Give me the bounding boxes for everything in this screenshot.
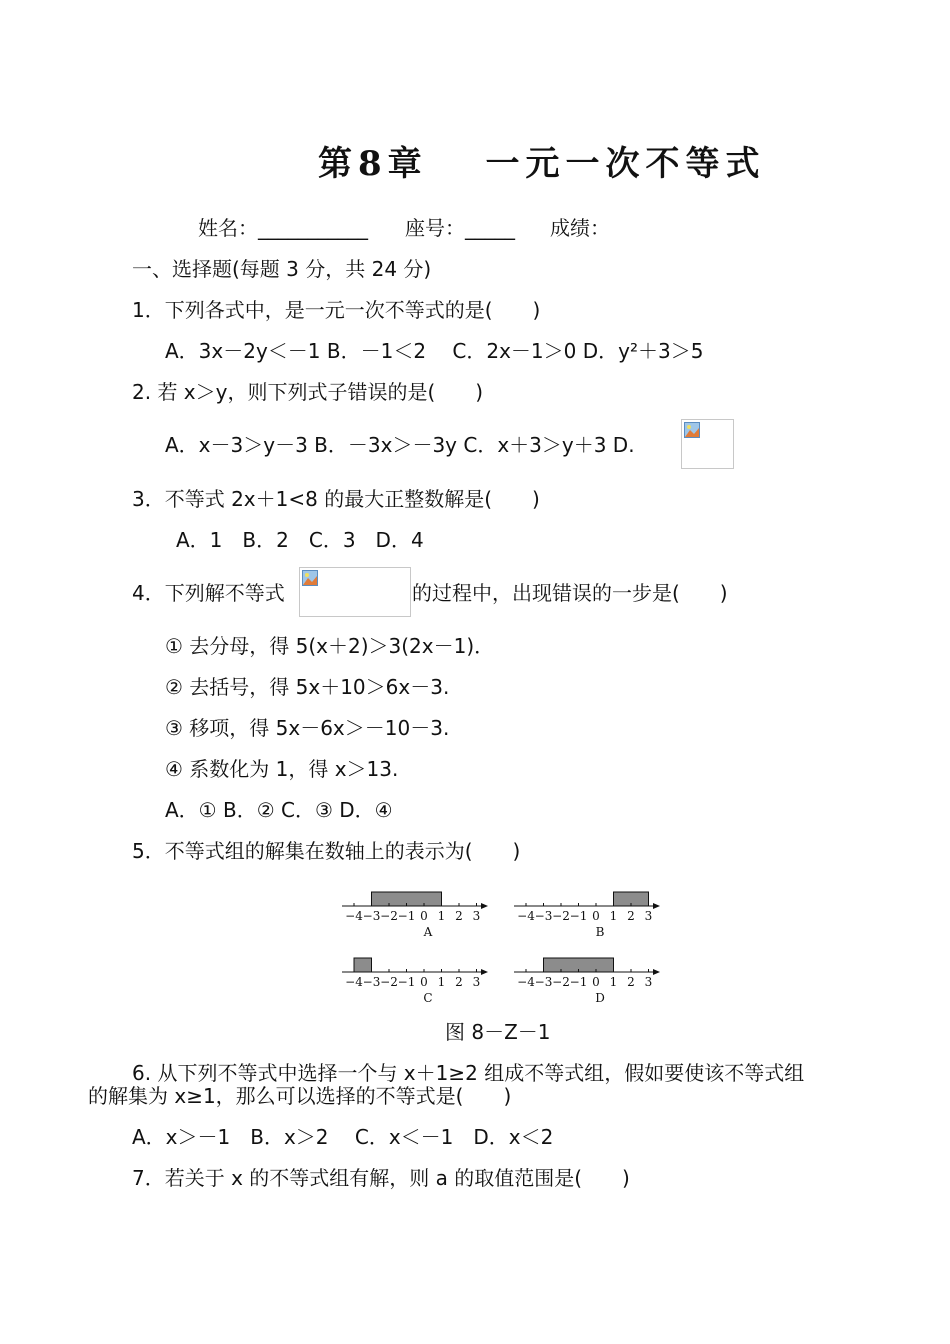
tick-label: 0	[592, 909, 600, 923]
tick-label: −4	[517, 975, 535, 989]
figure-option-label: C	[423, 991, 433, 1005]
question-2-stem: 2. 若 x＞y，则下列式子错误的是( )	[132, 380, 484, 404]
question-1-options: A．3x－2y＜－1 B．－1＜2 C．2x－1＞0 D．y²＋3＞5	[165, 339, 704, 363]
tick-label: −2	[380, 975, 398, 989]
tick-label: −3	[362, 909, 381, 923]
score-field-label: 成绩：	[550, 216, 610, 240]
tick-label: 0	[592, 975, 600, 989]
tick-label: −2	[380, 909, 398, 923]
question-4-step: ② 去括号，得 5x＋10＞6x－3.	[165, 675, 450, 699]
axis-arrow	[653, 969, 660, 975]
question-7-stem: 7．若关于 x 的不等式组有解，则 a 的取值范围是( )	[132, 1166, 630, 1190]
tick-label: 2	[627, 975, 635, 989]
tick-label: −1	[397, 909, 416, 923]
broken-image-icon	[681, 419, 734, 469]
tick-label: −4	[345, 975, 363, 989]
broken-image-icon	[299, 567, 411, 617]
tick-label: 2	[455, 909, 463, 923]
axis-arrow	[653, 903, 660, 909]
tick-label: 2	[627, 909, 635, 923]
tick-label: −4	[517, 909, 535, 923]
tick-label: −1	[569, 975, 588, 989]
tick-label: −1	[569, 909, 588, 923]
question-2-options: A．x－3＞y－3 B．－3x＞－3y C．x＋3＞y＋3 D.	[165, 433, 635, 457]
axis-arrow	[481, 903, 488, 909]
tick-label: −3	[362, 975, 381, 989]
question-6-line-1: 6. 从下列不等式中选择一个与 x＋1≥2 组成不等式组，假如要使该不等式组	[132, 1061, 805, 1085]
name-field-label: 姓名：___________	[198, 216, 368, 240]
tick-label: −3	[534, 909, 553, 923]
tick-label: 0	[420, 975, 428, 989]
tick-label: 1	[609, 975, 618, 989]
tick-label: −2	[552, 909, 570, 923]
tick-label: −2	[552, 975, 570, 989]
tick-label: −3	[534, 975, 553, 989]
figure-option-label: D	[595, 991, 605, 1005]
section-heading: 一、选择题(每题 3 分，共 24 分)	[132, 257, 432, 281]
figure-option-label: B	[595, 925, 605, 939]
tick-label: 0	[420, 909, 428, 923]
figure-caption: 图 8－Z－1	[445, 1020, 551, 1044]
question-3-options: A．1 B．2 C．3 D．4	[176, 528, 424, 552]
tick-label: 3	[472, 909, 481, 923]
question-4-stem-end: 的过程中，出现错误的一步是( )	[412, 581, 728, 605]
question-4-step: ③ 移项，得 5x－6x＞－10－3.	[165, 716, 450, 740]
tick-label: −4	[345, 909, 363, 923]
number-line-figure	[330, 872, 670, 1012]
tick-label: 3	[472, 975, 481, 989]
tick-label: 3	[644, 909, 653, 923]
question-4-options: A．① B．② C．③ D．④	[165, 798, 393, 822]
page-title: 第8章 一元一次不等式	[318, 144, 766, 184]
tick-label: 1	[609, 909, 618, 923]
tick-label: 1	[437, 909, 446, 923]
question-4-stem-start: 4．下列解不等式	[132, 581, 285, 605]
tick-label: −1	[397, 975, 416, 989]
question-5-stem: 5．不等式组的解集在数轴上的表示为( )	[132, 839, 521, 863]
question-6-line-2: 的解集为 x≥1，那么可以选择的不等式是( )	[88, 1084, 512, 1108]
tick-label: 3	[644, 975, 653, 989]
tick-label: 1	[437, 975, 446, 989]
shaded-interval	[354, 958, 372, 972]
question-6-options: A．x＞－1 B．x＞2 C．x＜－1 D．x＜2	[132, 1125, 554, 1149]
question-4-step: ① 去分母，得 5(x＋2)＞3(2x－1)．	[165, 634, 495, 658]
question-3-stem: 3．不等式 2x＋1<8 的最大正整数解是( )	[132, 487, 540, 511]
number-line-svg	[330, 872, 670, 1012]
question-1-stem: 1．下列各式中，是一元一次不等式的是( )	[132, 298, 541, 322]
seat-field-label: 座号：_____	[405, 216, 515, 240]
figure-option-label: A	[423, 925, 433, 939]
axis-arrow	[481, 969, 488, 975]
question-4-step: ④ 系数化为 1，得 x＞13.	[165, 757, 399, 781]
tick-label: 2	[455, 975, 463, 989]
